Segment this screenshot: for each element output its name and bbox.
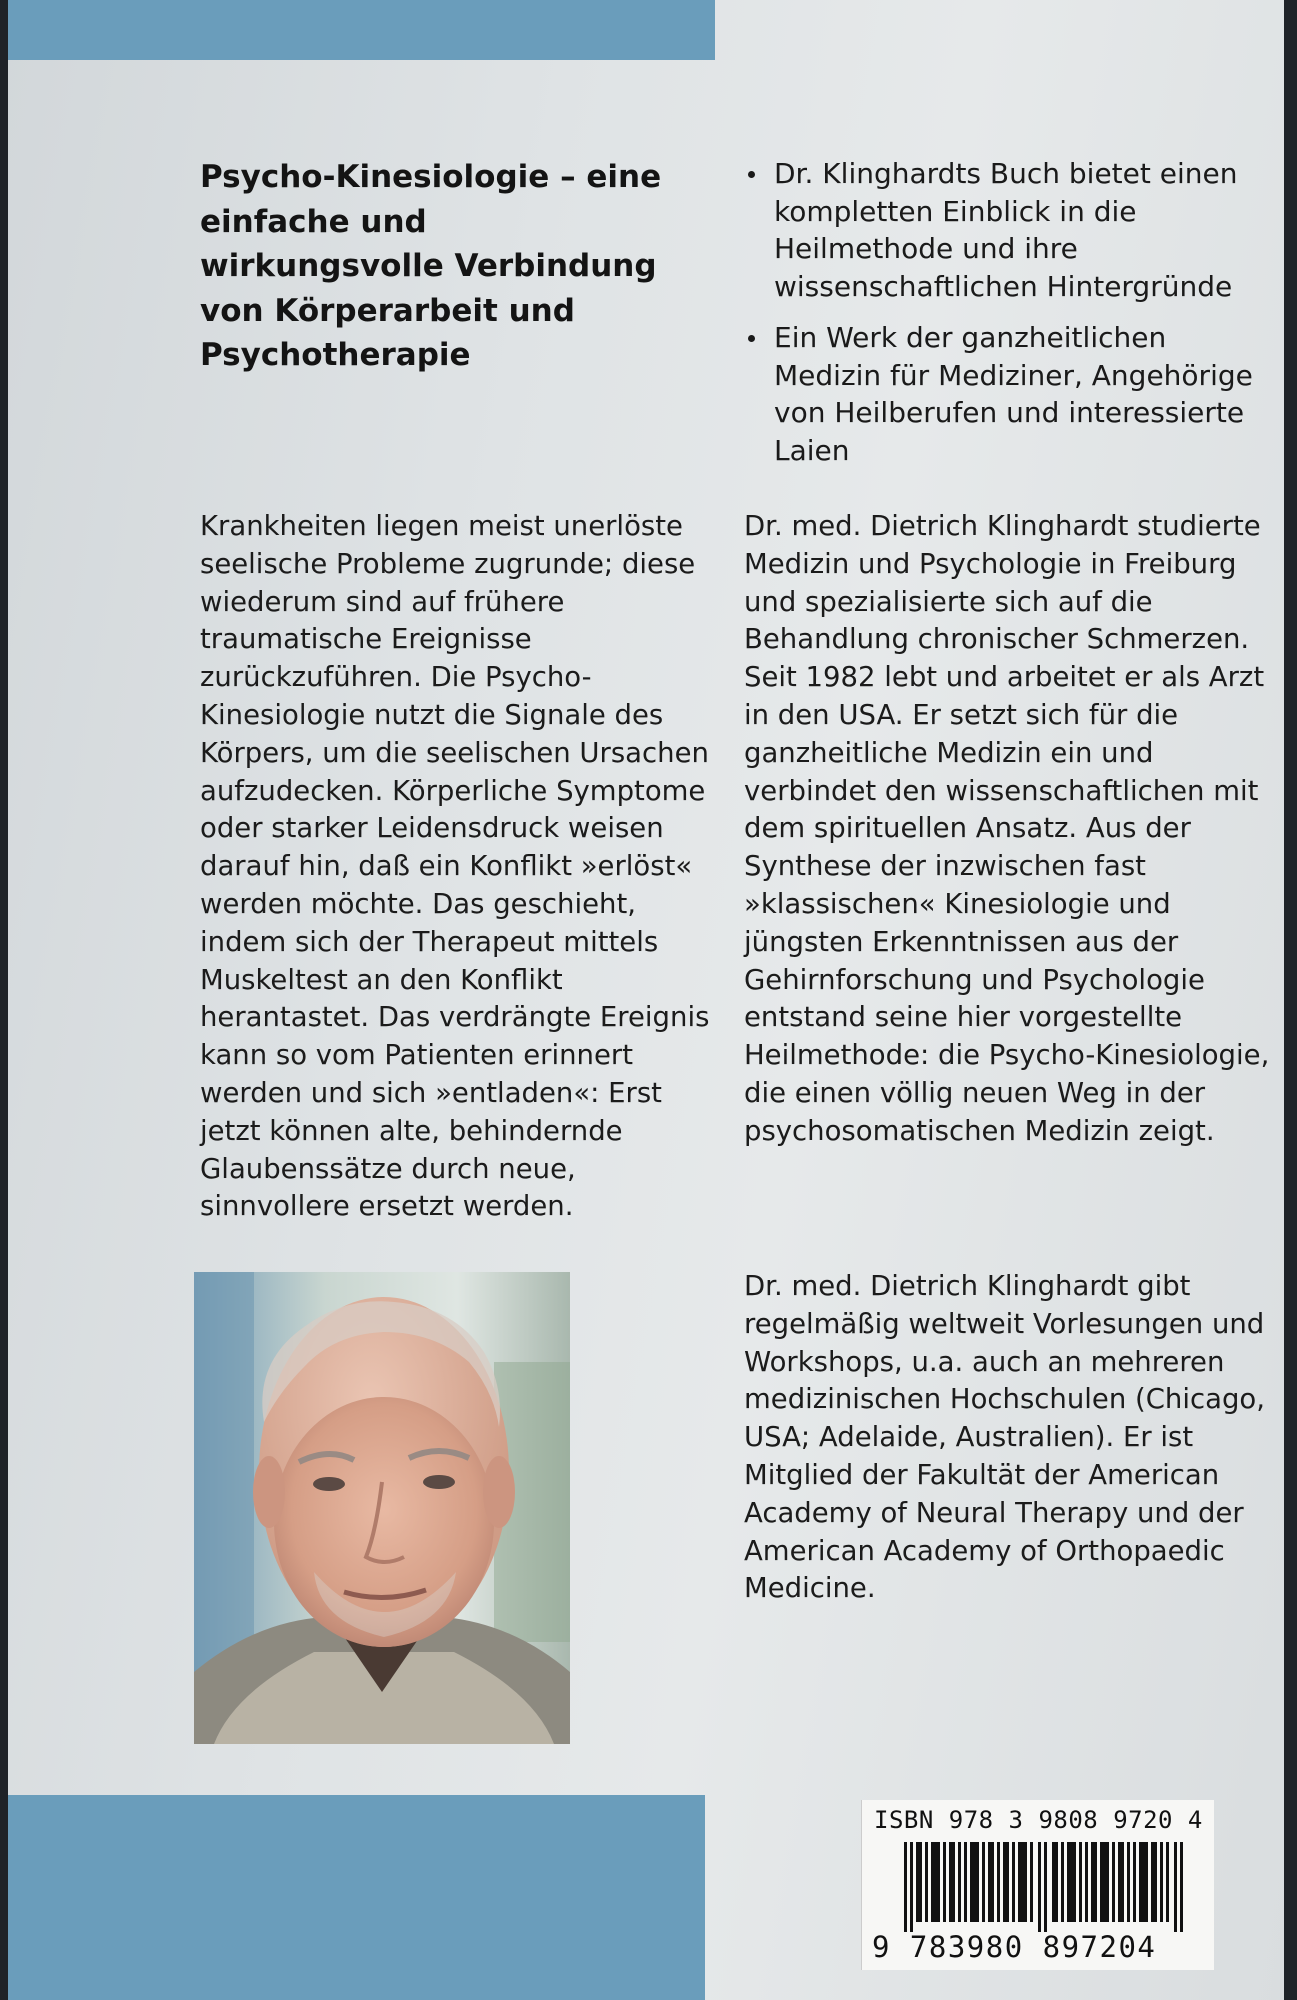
author-lectures: Dr. med. Dietrich Klinghardt gibt regelmäßig weltweit Vorlesungen und Workshops, u.a. auch an mehreren medizinischen Hochschulen (Chicago, USA; Adelaide, Australien). Er ist Mitglied der Fakultät der American Academy of Neural Therapy und der American Academy of Orthopaedic Medicine. [744,1270,1265,1605]
barcode-icon [904,1842,1184,1932]
author-portrait-photo [194,1272,570,1744]
book-back-cover [8,0,1284,2000]
isbn-number: ISBN 978 3 9808 9720 4 [874,1806,1203,1834]
bottom-accent-band [8,1795,705,2000]
book-description: Krankheiten liegen meist unerlöste seelische Probleme zugrunde; diese wiederum sind auf frühere traumatische Ereignisse zurückzuführen. Die Psycho-Kinesiologie nutzt die Signale des Körpers, um die seelischen Ursachen aufzudecken. Körperliche Symptome oder starker Leidensdruck weisen darauf hin, daß ein Konflikt »erlöst« werden möchte. Das geschieht, indem sich der Therapeut mittels Muskeltest an den Konflikt herantastet. Das verdrängte Ereignis kann so vom Patienten erinnert werden und sich »entladen«: Erst jetzt können alte, behindernde Glaubenssätze durch neue, sinnvollere ersetzt werden. [200,510,710,1223]
isbn-barcode [861,1800,1214,1970]
author-biography: Dr. med. Dietrich Klinghardt studierte Medizin und Psychologie in Freiburg und spezialisierte sich auf die Behandlung chronischer Schmerzen. Seit 1982 lebt und arbeitet er als Arzt in den USA. Er setzt sich für die ganzheitliche Medizin ein und verbindet den wissenschaftlichen mit dem spirituellen Ansatz. Aus der Synthese der inzwischen fast »klassischen« Kinesiologie und jüngsten Erkenntnissen aus der Gehirnforschung und Psychologie entstand seine hier vorgestellte Heilmethode: die Psycho-Kinesiologie, die einen völlig neuen Weg in der psychosomatischen Medizin zeigt. [744,510,1270,1147]
bullet-item: Ein Werk der ganzheitlichen Medizin für Mediziner, Angehörige von Heilberufen und interessierte Laien [744,319,1264,469]
feature-bullet-list [744,155,1264,469]
top-accent-band [8,0,715,60]
ean-digits: 9 783980 897204 [872,1930,1157,1964]
bullet-item: Dr. Klinghardts Buch bietet einen kompletten Einblick in die Heilmethode und ihre wissenschaftlichen Hintergründe [744,155,1264,305]
cover-headline: Psycho-Kinesiologie – eine einfache und wirkungsvolle Verbindung von Körperarbeit und Psychotherapie [200,159,662,374]
